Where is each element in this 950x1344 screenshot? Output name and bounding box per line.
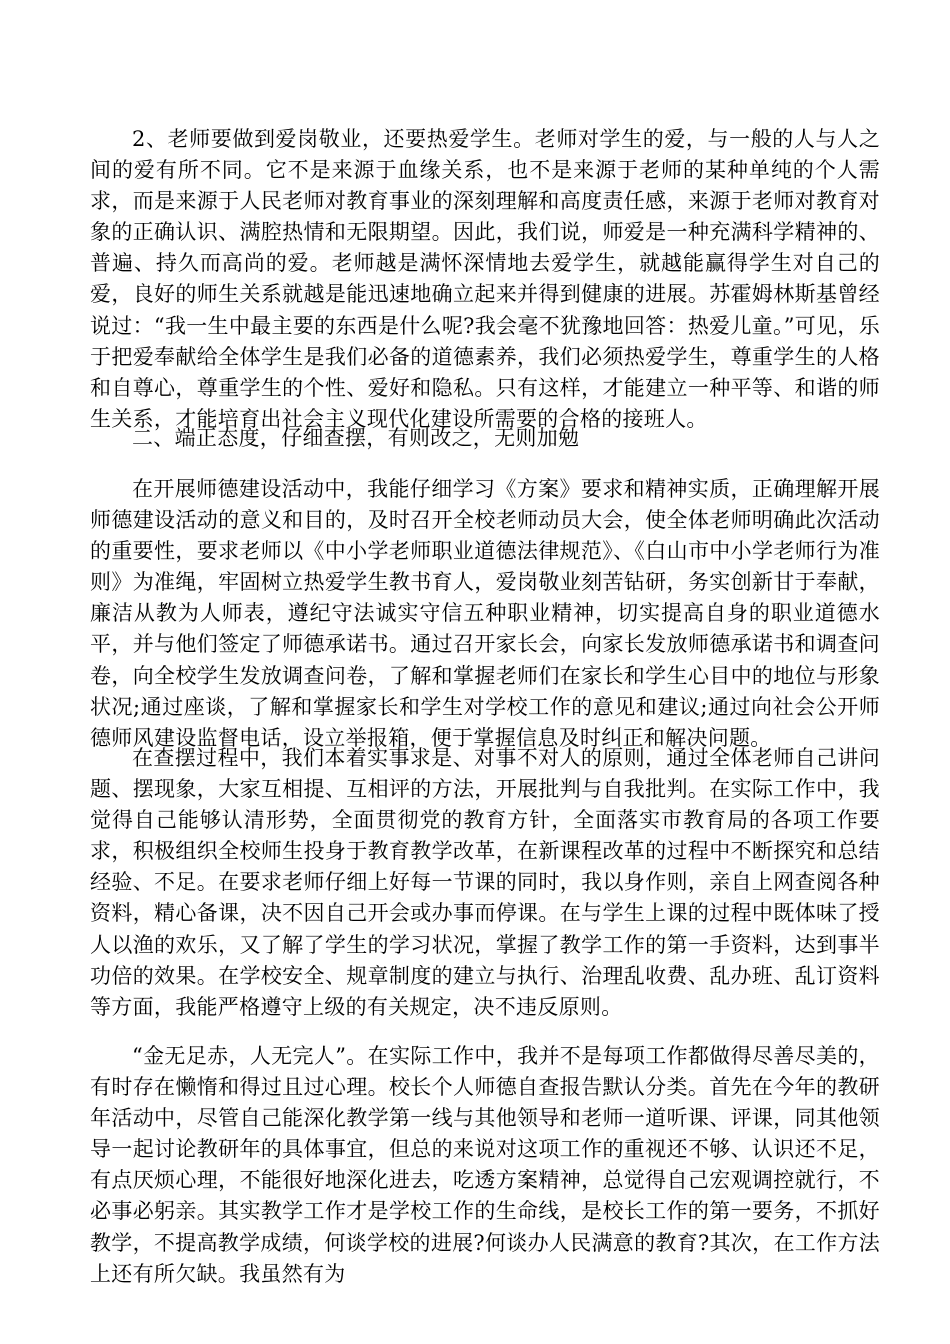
paragraph-activity: 在开展师德建设活动中，我能仔细学习《方案》要求和精神实质，正确理解开展师德建设活动的意义和目的，及时召开全校老师动员大会，使全体老师明确此次活动的重要性，要求老师以《中小学老师职业道德法律规范》、《白山市中小学老师行为准则》为准绳，牢固树立热爱学生教书育人，爱岗敬业刻苦钻研，务实创新甘于奉献，廉洁从教为人师表，遵纪守法诚实守信五种职业精神，切实提高自身的职业道德水平，并与他们签定了师德承诺书。通过召开家长会，向家长发放师德承诺书和调查问卷，向全校学生发放调查问卷，了解和掌握老师们在家长和学生心目中的地位与形象状况;通过座谈，了解和掌握家长和学生对学校工作的意见和建议;通过向社会公开师德师风建设监督电话，设立举报箱，便于掌握信息及时纠正和解决问题。	[90, 477, 880, 750]
paragraph-teacher-love: 2、老师要做到爱岗敬业，还要热爱学生。老师对学生的爱，与一般的人与人之间的爱有所不同。它不是来源于血缘关系，也不是来源于老师的某种单纯的个人需求，而是来源于人民老师对教育事业的深刻理解和高度责任感，来源于老师对教育对象的正确认识、满腔热情和无限期望。因此，我们说，师爱是一种充满科学精神的、普遍、持久而高尚的爱。老师越是满怀深情地去爱学生，就越能赢得学生对自己的爱，良好的师生关系就越是能迅速地确立起来并得到健康的进展。苏霍姆林斯基曾经说过：“我一生中最主要的东西是什么呢?我会毫不犹豫地回答：热爱儿童。”可见，乐于把爱奉献给全体学生是我们必备的道德素养，我们必须热爱学生，尊重学生的人格和自尊心，尊重学生的个性、爱好和隐私。只有这样，才能建立一种平等、和谐的师生关系，才能培育出社会主义现代化建设所需要的合格的接班人。	[90, 127, 880, 431]
paragraph-review-process: 在查摆过程中，我们本着实事求是、对事不对人的原则，通过全体老师自己讲问题、摆现象，大家互相提、互相评的方法，开展批判与自我批判。在实际工作中，我觉得自己能够认清形势，全面贯彻党的教育方针，全面落实市教育局的各项工作要求，积极组织全校师生投身于教育教学改革，在新课程改革的过程中不断探究和总结经验、不足。在要求老师仔细上好每一节课的同时，我以身作则，亲自上网查阅各种资料，精心备课，决不因自己开会或办事而停课。在与学生上课的过程中既体味了授人以渔的欢乐，又了解了学生的学习状况，掌握了教学工作的第一手资料，达到事半功倍的效果。在学校安全、规章制度的建立与执行、治理乱收费、乱办班、乱订资料等方面，我能严格遵守上级的有关规定，决不违反原则。	[90, 746, 880, 1019]
section-heading-two: 二、端正态度，仔细查摆，有则改之，无则加勉	[132, 426, 580, 450]
paragraph-shortcomings: “金无足赤，人无完人”。在实际工作中，我并不是每项工作都做得尽善尽美的，有时存在懒惰和得过且过心理。校长个人师德自查报告默认分类。首先在今年的教研年活动中，尽管自己能深化教学第一线与其他领导和老师一道听课、评课，同其他领导一起讨论教研年的具体事宜，但总的来说对这项工作的重视还不够、认识还不足，有点厌烦心理，不能很好地深化进去，吃透方案精神，总觉得自己宏观调控就行，不必事必躬亲。其实教学工作才是学校工作的生命线，是校长工作的第一要务，不抓好教学，不提高教学成绩，何谈学校的进展?何谈办人民满意的教育?其次，在工作方法上还有所欠缺。我虽然有为	[90, 1044, 880, 1286]
